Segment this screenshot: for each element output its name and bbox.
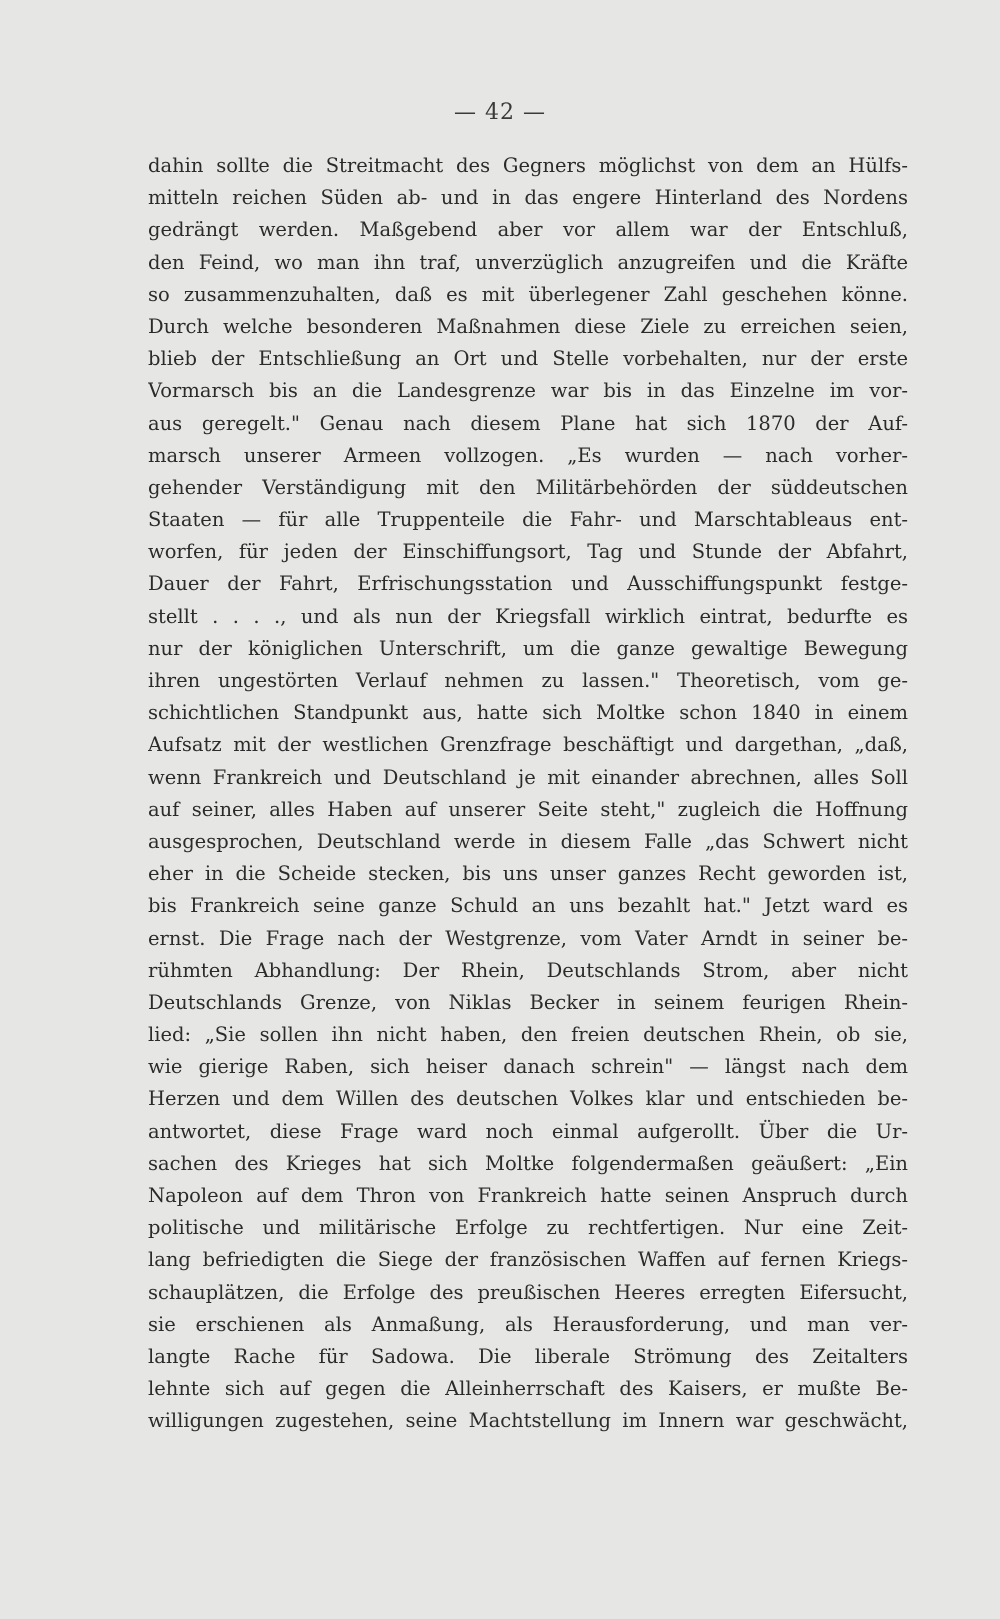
text-line: schauplätzen, die Erfolge des preußischen Heeres erregten Eifersucht,: [148, 1280, 908, 1304]
text-line: wie gierige Raben, sich heiser danach schrein" — längst nach dem: [148, 1055, 908, 1079]
text-line: gehender Verständigung mit den Militärbehörden der süddeutschen: [148, 475, 908, 499]
text-line: den Feind, wo man ihn traf, unverzüglich anzugreifen und die Kräfte: [148, 250, 908, 274]
text-line: wenn Frankreich und Deutschland je mit einander abrechnen, alles Soll: [148, 765, 908, 789]
text-line: schichtlichen Standpunkt aus, hatte sich Moltke schon 1840 in einem: [148, 701, 908, 725]
text-line: ihren ungestörten Verlauf nehmen zu lassen." Theoretisch, vom ge-: [148, 669, 908, 692]
text-line: Staaten — für alle Truppenteile die Fahr- und Marschtableaus ent-: [148, 508, 908, 532]
text-line: bis Frankreich seine ganze Schuld an uns bezahlt hat." Jetzt ward es: [148, 894, 908, 918]
text-line: lied: „Sie sollen ihn nicht haben, den freien deutschen Rhein, ob sie,: [148, 1023, 908, 1047]
text-line: aus geregelt." Genau nach diesem Plane hat sich 1870 der Auf-: [148, 411, 908, 435]
text-line: ausgesprochen, Deutschland werde in diesem Falle „das Schwert nicht: [148, 829, 908, 853]
text-line: blieb der Entschließung an Ort und Stelle vorbehalten, nur der erste: [148, 347, 908, 371]
text-line: willigungen zugestehen, seine Machtstellung im Innern war geschwächt,: [148, 1409, 908, 1433]
text-line: auf seiner, alles Haben auf unserer Seite steht," zugleich die Hoffnung: [148, 797, 908, 821]
text-line: so zusammenzuhalten, daß es mit überlegener Zahl geschehen könne.: [148, 282, 908, 306]
text-line: Deutschlands Grenze, von Niklas Becker in seinem feurigen Rhein-: [148, 990, 908, 1014]
text-line: gedrängt werden. Maßgebend aber vor allem war der Entschluß,: [148, 218, 908, 242]
text-line: Durch welche besonderen Maßnahmen diese Ziele zu erreichen seien,: [148, 314, 908, 338]
text-line: Dauer der Fahrt, Erfrischungsstation und Ausschiffungspunkt festge-: [148, 572, 908, 596]
text-line: lang befriedigten die Siege der französischen Waffen auf fernen Kriegs-: [148, 1248, 908, 1272]
text-line: worfen, für jeden der Einschiffungsort, Tag und Stunde der Abfahrt,: [148, 540, 908, 564]
page-number: — 42 —: [454, 100, 546, 125]
text-line: antwortet, diese Frage ward noch einmal aufgerollt. Über die Ur-: [148, 1119, 908, 1143]
text-line: dahin sollte die Streitmacht des Gegners möglichst von dem an Hülfs-: [148, 154, 908, 177]
text-line: eher in die Scheide stecken, bis uns unser ganzes Recht geworden ist,: [148, 862, 908, 886]
text-line: Aufsatz mit der westlichen Grenzfrage beschäftigt und dargethan, „daß,: [148, 733, 908, 757]
text-line: ernst. Die Frage nach der Westgrenze, vom Vater Arndt in seiner be-: [148, 926, 908, 950]
text-line: stellt . . . ., und als nun der Kriegsfall wirklich eintrat, bedurfte es: [148, 604, 908, 628]
body-text: [148, 150, 908, 1438]
text-line: langte Rache für Sadowa. Die liberale Strömung des Zeitalters: [148, 1344, 908, 1368]
text-line: marsch unserer Armeen vollzogen. „Es wurden — nach vorher-: [148, 443, 908, 467]
text-line: mitteln reichen Süden ab- und in das engere Hinterland des Nordens: [148, 186, 908, 210]
text-line: sie erschienen als Anmaßung, als Herausforderung, und man ver-: [148, 1312, 908, 1336]
text-line: Vormarsch bis an die Landesgrenze war bis in das Einzelne im vor-: [148, 379, 908, 403]
text-line: Napoleon auf dem Thron von Frankreich hatte seinen Anspruch durch: [148, 1184, 908, 1207]
text-line: lehnte sich auf gegen die Alleinherrschaft des Kaisers, er mußte Be-: [148, 1377, 908, 1401]
text-line: rühmten Abhandlung: Der Rhein, Deutschlands Strom, aber nicht: [148, 958, 908, 982]
text-line: Herzen und dem Willen des deutschen Volkes klar und entschieden be-: [148, 1087, 908, 1111]
text-line: nur der königlichen Unterschrift, um die ganze gewaltige Bewegung: [148, 636, 908, 660]
text-line: politische und militärische Erfolge zu rechtfertigen. Nur eine Zeit-: [148, 1216, 908, 1240]
text-line: sachen des Krieges hat sich Moltke folgendermaßen geäußert: „Ein: [148, 1151, 908, 1175]
